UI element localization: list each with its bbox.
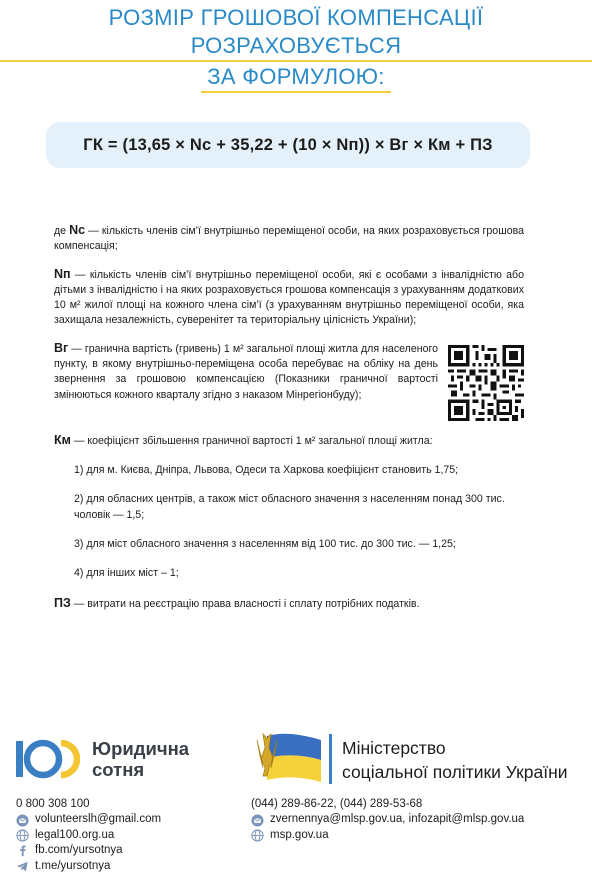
ministry-site-text[interactable]: msp.gov.ua — [270, 828, 329, 841]
email-icon — [16, 814, 29, 827]
phone-row[interactable] — [16, 797, 161, 812]
definition-np — [54, 267, 524, 329]
ministry-email-row[interactable] — [251, 812, 524, 827]
header-title-line1: РОЗМІР ГРОШОВОЇ КОМПЕНСАЦІЇ РОЗРАХОВУЄТЬСЯ — [0, 4, 592, 62]
km-item: 2) для обласних центрів, а також міст обласного значення з населенням понад 300 тис. чоловік — 1,5; — [74, 493, 505, 521]
ministry-name-line1: Міністерство — [342, 738, 446, 758]
definitions — [54, 223, 524, 624]
definition-km — [54, 433, 524, 449]
telegram-row[interactable] — [16, 859, 161, 874]
term-nc: Nс — [69, 223, 86, 237]
globe-icon — [16, 829, 29, 842]
formula-box — [46, 122, 530, 168]
phone-text[interactable]: 0 800 308 100 — [16, 798, 90, 810]
ukraine-trident-flag — [253, 728, 323, 786]
facebook-text[interactable]: fb.com/yursotnya — [35, 844, 123, 857]
definition-pz — [54, 596, 524, 612]
definition-np-text: — кількість членів сім’ї внутрішньо переміщеної особи, які є особами з інвалідністю або дітьми з інвалідністю і на яких розраховується грошова компенсація з урахуванням додаткових 10 м² жилої площі на кожного члена сім’ї (з урахуванням внутрішньо переміщеної особи, яка захищала незалежність, суверенітет та територіальну цілісність України); — [54, 268, 524, 327]
definition-prefix: де — [54, 225, 70, 237]
term-vg: Вг — [54, 340, 69, 355]
definition-vg-body — [54, 341, 438, 403]
formula-text: ГК = (13,65 × Nс + 35,22 + (10 × Nп)) × Вг × Км + ПЗ — [83, 135, 493, 154]
footer-divider — [329, 734, 332, 784]
term-km: Км — [54, 432, 71, 447]
yursotnya-name — [92, 738, 189, 780]
km-item: 1) для м. Києва, Дніпра, Львова, Одеси та Харкова коефіцієнт становить 1,75; — [74, 464, 459, 477]
yursotnya-logo — [16, 738, 189, 780]
km-item: 3) для міст обласного значення з населенням від 100 тис. до 300 тис. — 1,25; — [74, 537, 456, 550]
globe-icon — [251, 829, 264, 842]
yursotnya-name-line2: сотня — [92, 759, 145, 780]
site-row[interactable] — [16, 828, 161, 843]
definition-vg — [54, 341, 524, 421]
ministry-phones-text[interactable]: (044) 289-86-22, (044) 289-53-68 — [251, 798, 423, 810]
term-np: Nп — [54, 266, 71, 281]
definition-pz-text: — витрати на реєстрацію права власності і сплату потрібних податків. — [70, 597, 420, 610]
telegram-text[interactable]: t.me/yursotnya — [35, 859, 111, 872]
ministry-name — [342, 736, 568, 784]
footer — [0, 720, 592, 884]
email-text[interactable]: volunteerslh@gmail.com — [35, 813, 162, 826]
definition-nc — [54, 223, 524, 255]
yursotnya-logo-mark — [16, 739, 80, 779]
email-row[interactable] — [16, 812, 161, 827]
header-title-line2: ЗА ФОРМУЛОЮ: — [201, 63, 390, 93]
contacts-right — [251, 797, 524, 843]
definition-km-text: — коефіцієнт збільшення граничної вартості 1 м² загальної площі житла: — [70, 434, 433, 447]
definition-vg-text: — гранична вартість (гривень) 1 м² загальної площі житла для населеного пункту, в якому внутрішньо-переміщена особа перебуває на обліку на день звернення за грошовою компенсацією (Показники граничної вартості змінюються кожного кварталу згідно з наказом Мінрегіонбуду); — [54, 342, 438, 401]
site-text[interactable]: legal100.org.ua — [35, 828, 115, 841]
qr-code[interactable] — [448, 345, 524, 421]
telegram-icon — [16, 860, 29, 873]
km-item: 4) для інших міст – 1; — [74, 567, 179, 580]
ministry-phone-row[interactable] — [251, 797, 524, 812]
ministry-site-row[interactable] — [251, 828, 524, 843]
ministry-emails-text[interactable]: zvernennya@mlsp.gov.ua, infozapit@mlsp.gov.ua — [270, 813, 525, 826]
term-pz: ПЗ — [54, 595, 71, 610]
page-header — [0, 4, 592, 93]
facebook-icon — [16, 844, 29, 857]
contacts-left — [16, 797, 161, 874]
yursotnya-name-line1: Юридична — [92, 738, 190, 759]
definition-nc-text: — кількість членів сім’ї внутрішньо переміщеної особи, на яких розраховується грошова компенсація; — [54, 225, 524, 253]
email-icon — [251, 814, 264, 827]
ministry-name-line2: соціальної політики України — [342, 762, 568, 782]
facebook-row[interactable] — [16, 843, 161, 858]
